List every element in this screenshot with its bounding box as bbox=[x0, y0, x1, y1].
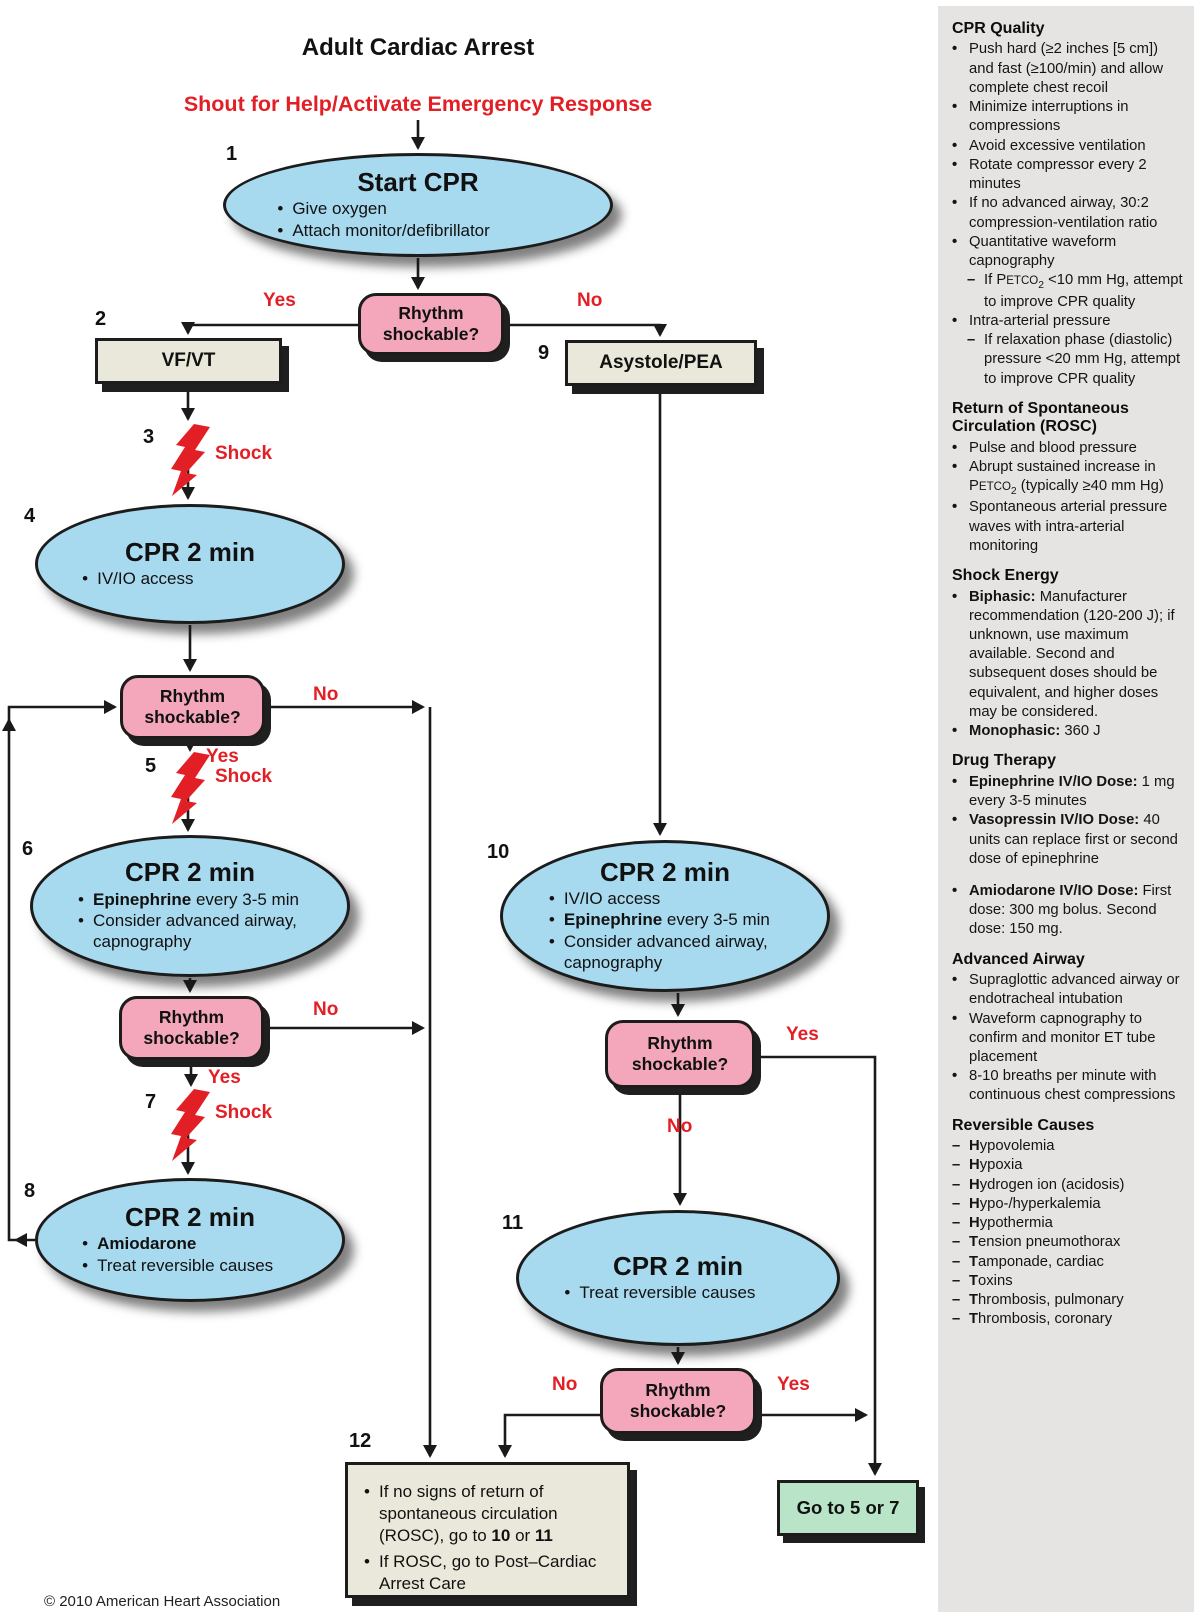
sidebar-item bbox=[952, 458, 1184, 499]
sidebar-item-text: Hydrogen ion (acidosis) bbox=[969, 1176, 1125, 1193]
sidebar-item bbox=[952, 1176, 1184, 1195]
sidebar-item bbox=[952, 1156, 1184, 1175]
node-title: CPR 2 min bbox=[124, 1201, 256, 1232]
sidebar-item bbox=[952, 1010, 1184, 1068]
bullet-marker: • bbox=[952, 773, 958, 790]
node-title: CPR 2 min bbox=[124, 536, 256, 567]
step-number-12: 12 bbox=[349, 1430, 372, 1452]
shock-label: Shock bbox=[215, 1102, 273, 1123]
bullet-marker: – bbox=[952, 1195, 961, 1212]
goto-5-or-7-box: Go to 5 or 7 bbox=[777, 1480, 919, 1536]
sidebar-item bbox=[952, 137, 1184, 156]
bullet-item: • Epinephrine every 3-5 min bbox=[76, 889, 304, 910]
sidebar-item-text: Vasopressin IV/IO Dose: 40 units can replace first or second dose of epinephrine bbox=[969, 812, 1178, 867]
page-title: Adult Cardiac Arrest bbox=[301, 34, 535, 61]
sidebar-item-text: Hypovolemia bbox=[969, 1138, 1055, 1155]
decision-rhythm-shockable-1 bbox=[358, 293, 504, 355]
sidebar-item-text: Tamponade, cardiac bbox=[969, 1253, 1104, 1270]
decision-label: Rhythm shockable? bbox=[382, 303, 480, 344]
sidebar-item-text: Intra-arterial pressure bbox=[969, 312, 1111, 329]
bullet-item: • Treat reversible causes bbox=[80, 1255, 300, 1276]
sidebar-item bbox=[952, 98, 1184, 136]
sidebar-item bbox=[952, 971, 1184, 1009]
sidebar-item bbox=[952, 882, 1184, 940]
node-title: CPR 2 min bbox=[612, 1250, 744, 1281]
shock-bolt-icon bbox=[171, 424, 210, 496]
decision-rhythm-shockable-3 bbox=[119, 996, 264, 1060]
flow-node-cpr-4 bbox=[35, 504, 345, 624]
sidebar-item bbox=[952, 1253, 1184, 1272]
branch-label-no: No bbox=[552, 1374, 578, 1395]
emergency-response-banner: Shout for Help/Activate Emergency Response bbox=[183, 92, 653, 116]
sidebar-item-text: Monophasic: 360 J bbox=[969, 723, 1101, 740]
sidebar-section-heading: Reversible Causes bbox=[952, 1116, 1095, 1134]
sidebar-item-text: Push hard (≥2 inches [5 cm]) and fast (≥100/min) and allow complete chest recoil bbox=[969, 41, 1164, 96]
node-bullets bbox=[76, 889, 304, 953]
sidebar-item-text: Epinephrine IV/IO Dose: 1 mg every 3-5 minutes bbox=[969, 773, 1175, 810]
sidebar-section-heading: Shock Energy bbox=[952, 567, 1059, 585]
bullet-item: • Give oxygen bbox=[275, 198, 560, 219]
shock-label: Shock bbox=[215, 443, 273, 464]
decision-label: Rhythm shockable? bbox=[144, 686, 241, 727]
step-number-11: 11 bbox=[502, 1212, 524, 1234]
bullet-marker: • bbox=[952, 233, 958, 250]
flow-node-cpr-8 bbox=[35, 1178, 345, 1302]
decision-rhythm-shockable-4 bbox=[605, 1020, 755, 1088]
sidebar-item-text: Abrupt sustained increase in $PETCO_2$ (typically ≥40 mm Hg) bbox=[969, 458, 1164, 497]
step-number-3: 3 bbox=[143, 426, 155, 448]
sidebar-item bbox=[952, 156, 1184, 194]
decision-label: Rhythm shockable? bbox=[629, 1380, 727, 1421]
sidebar-item bbox=[952, 40, 1184, 98]
flow-node-asystole-pea: Asystole/PEA bbox=[565, 340, 757, 386]
sidebar-item bbox=[952, 1195, 1184, 1214]
sidebar-item-text: Hypoxia bbox=[969, 1157, 1023, 1174]
bullet-marker: • bbox=[952, 41, 958, 58]
sidebar-item bbox=[952, 439, 1184, 458]
sidebar-item bbox=[952, 312, 1184, 331]
step-number-5: 5 bbox=[145, 755, 157, 777]
bullet-marker: – bbox=[952, 1234, 961, 1251]
bullet-marker: – bbox=[952, 1176, 961, 1193]
sidebar-section bbox=[952, 567, 1184, 741]
bullet-marker: • bbox=[952, 458, 958, 475]
bullet-marker: • bbox=[952, 99, 958, 116]
bullet-item: • If ROSC, go to Post–Cardiac Arrest Care bbox=[362, 1551, 615, 1595]
branch-label-yes: Yes bbox=[208, 1067, 241, 1088]
decision-rhythm-shockable-2 bbox=[120, 675, 265, 739]
sidebar-item-text: If $PETCO_2 <10$ mm Hg, attempt to improve CPR quality bbox=[984, 272, 1183, 310]
shock-label: Shock bbox=[215, 766, 273, 787]
bullet-marker: • bbox=[952, 195, 958, 212]
bullet-item: • Treat reversible causes bbox=[562, 1282, 793, 1303]
bullet-marker: • bbox=[952, 882, 958, 899]
bullet-marker: – bbox=[967, 272, 976, 289]
sidebar-section-heading: Return of Spontaneous Circulation (ROSC) bbox=[952, 399, 1129, 436]
node-bullets bbox=[547, 888, 783, 974]
branch-label-yes: Yes bbox=[263, 290, 296, 311]
bullet-marker: • bbox=[952, 1010, 958, 1027]
bullet-marker: – bbox=[967, 332, 976, 349]
sidebar-item-text: Amiodarone IV/IO Dose: First dose: 300 mg bolus. Second dose: 150 mg. bbox=[969, 882, 1172, 938]
step-number-2: 2 bbox=[95, 308, 107, 330]
sidebar-section bbox=[952, 951, 1184, 1106]
bullet-item: • Consider advanced airway, capnography bbox=[76, 910, 304, 953]
sidebar-item bbox=[952, 233, 1184, 271]
flow-node-cpr-10 bbox=[500, 840, 830, 992]
sidebar-section bbox=[952, 400, 1184, 556]
sidebar-item-text: Tension pneumothorax bbox=[969, 1234, 1121, 1251]
bullet-marker: – bbox=[952, 1311, 961, 1328]
bullet-item: • IV/IO access bbox=[80, 568, 300, 589]
bullet-item: • Attach monitor/defibrillator bbox=[275, 220, 560, 241]
bullet-item: • IV/IO access bbox=[547, 888, 783, 909]
sidebar-item-text: Thrombosis, coronary bbox=[969, 1311, 1113, 1328]
bullet-marker: • bbox=[952, 137, 958, 154]
shock-bolt-icon bbox=[171, 752, 210, 824]
bullet-marker: – bbox=[952, 1215, 961, 1232]
step-number-8: 8 bbox=[24, 1180, 36, 1202]
sidebar-item bbox=[967, 271, 1184, 312]
sidebar-item-text: If relaxation phase (diastolic) pressure <20 mm Hg, attempt to improve CPR quality bbox=[984, 332, 1181, 387]
sidebar-item bbox=[952, 1291, 1184, 1310]
sidebar-item bbox=[952, 1310, 1184, 1329]
bullet-item: • Amiodarone bbox=[80, 1233, 300, 1254]
bullet-marker: • bbox=[952, 972, 958, 989]
branch-label-no: No bbox=[313, 999, 339, 1020]
flow-node-rosc-instructions bbox=[345, 1462, 630, 1598]
flow-node-cpr-6 bbox=[30, 835, 350, 977]
sidebar-item-text: Spontaneous arterial pressure waves with intra-arterial monitoring bbox=[969, 499, 1168, 554]
sidebar-item bbox=[952, 498, 1184, 556]
sidebar-item-text: Thrombosis, pulmonary bbox=[969, 1291, 1124, 1308]
shock-bolt-icon bbox=[171, 1089, 210, 1161]
decision-label: Rhythm shockable? bbox=[631, 1033, 729, 1074]
bullet-marker: • bbox=[952, 812, 958, 829]
loop-arrowheads bbox=[2, 718, 27, 1247]
step-number-7: 7 bbox=[145, 1091, 157, 1113]
step-number-10: 10 bbox=[487, 841, 510, 863]
sidebar-item-text: Avoid excessive ventilation bbox=[969, 137, 1146, 154]
bullet-marker: – bbox=[952, 1138, 961, 1155]
branch-label-yes: Yes bbox=[777, 1374, 810, 1395]
sidebar-section bbox=[952, 1117, 1184, 1330]
step-number-4: 4 bbox=[24, 505, 36, 527]
flow-node-cpr-11 bbox=[516, 1210, 840, 1346]
sidebar-item-text: Biphasic: Manufacturer recommendation (120-200 J); if unknown, use maximum available. Second and subsequent doses should be equivalent, and higher doses may be considered. bbox=[969, 588, 1175, 720]
sidebar-item-text: Hypo-/hyperkalemia bbox=[969, 1195, 1101, 1212]
sidebar-item bbox=[952, 722, 1184, 741]
node-bullets bbox=[80, 568, 300, 589]
step-number-1: 1 bbox=[226, 143, 238, 165]
sidebar-item-text: Quantitative waveform capnography bbox=[969, 233, 1117, 269]
branch-label-no: No bbox=[577, 290, 603, 311]
sidebar-item bbox=[952, 811, 1184, 869]
sidebar-item-text: Waveform capnography to confirm and monitor ET tube placement bbox=[969, 1010, 1156, 1065]
sidebar-item bbox=[952, 1272, 1184, 1291]
node-bullets bbox=[562, 1282, 793, 1303]
sidebar-item bbox=[952, 588, 1184, 723]
node-title: Start CPR bbox=[357, 166, 479, 197]
step-number-6: 6 bbox=[22, 838, 34, 860]
sidebar-item bbox=[952, 194, 1184, 232]
bullet-marker: – bbox=[952, 1253, 961, 1270]
bullet-marker: – bbox=[952, 1272, 961, 1289]
sidebar-item bbox=[952, 1214, 1184, 1233]
branch-label-no: No bbox=[313, 684, 339, 705]
sidebar-item-text: Pulse and blood pressure bbox=[969, 439, 1137, 456]
decision-label: Rhythm shockable? bbox=[143, 1007, 240, 1048]
bullet-marker: – bbox=[952, 1291, 961, 1308]
reference-sidebar bbox=[938, 6, 1194, 1612]
bullet-marker: • bbox=[952, 723, 958, 740]
sidebar-item-text: Hypothermia bbox=[969, 1215, 1053, 1232]
node-bullets bbox=[275, 198, 560, 241]
sidebar-section-heading: Drug Therapy bbox=[952, 752, 1057, 770]
sidebar-item bbox=[967, 331, 1184, 389]
bullet-item: • If no signs of return of spontaneous circulation (ROSC), go to 10 or 11 bbox=[362, 1481, 615, 1547]
flow-node-start-cpr bbox=[223, 153, 613, 257]
sidebar-item bbox=[952, 773, 1184, 811]
bullet-marker: • bbox=[952, 499, 958, 516]
bullet-marker: • bbox=[952, 588, 958, 605]
bullet-item: • Epinephrine every 3-5 min bbox=[547, 909, 783, 930]
sidebar-item-text: Toxins bbox=[969, 1272, 1013, 1289]
sidebar-item bbox=[952, 1067, 1184, 1105]
decision-rhythm-shockable-5 bbox=[600, 1368, 756, 1434]
sidebar-section bbox=[952, 752, 1184, 939]
node-title: CPR 2 min bbox=[599, 856, 731, 887]
sidebar-item bbox=[952, 1137, 1184, 1156]
sidebar-item-text: If no advanced airway, 30:2 compression-ventilation ratio bbox=[969, 195, 1158, 231]
bullet-marker: – bbox=[952, 1157, 961, 1174]
sidebar-item-text: 8-10 breaths per minute with continuous chest compressions bbox=[969, 1068, 1176, 1104]
sidebar-item-text: Minimize interruptions in compressions bbox=[969, 99, 1129, 135]
sidebar-item-text: Supraglottic advanced airway or endotracheal intubation bbox=[969, 972, 1180, 1008]
flow-node-vf-vt: VF/VT bbox=[95, 338, 282, 384]
branch-label-yes: Yes bbox=[786, 1024, 819, 1045]
bullet-marker: • bbox=[952, 1068, 958, 1085]
node-bullets bbox=[80, 1233, 300, 1276]
branch-label-yes: Yes bbox=[206, 746, 239, 767]
bullet-item: • Consider advanced airway, capnography bbox=[547, 931, 783, 974]
sidebar-item bbox=[952, 1233, 1184, 1252]
node-bullets bbox=[362, 1481, 615, 1595]
bullet-marker: • bbox=[952, 439, 958, 456]
sidebar-section bbox=[952, 20, 1184, 389]
node-title: CPR 2 min bbox=[124, 857, 256, 888]
branch-label-no: No bbox=[667, 1116, 693, 1137]
step-number-9: 9 bbox=[538, 342, 550, 364]
copyright-notice: © 2010 American Heart Association bbox=[44, 1593, 281, 1610]
sidebar-section-heading: CPR Quality bbox=[952, 20, 1045, 37]
sidebar-item-text: Rotate compressor every 2 minutes bbox=[969, 156, 1147, 193]
bullet-marker: • bbox=[952, 156, 958, 173]
bullet-marker: • bbox=[952, 312, 958, 329]
sidebar-section-heading: Advanced Airway bbox=[952, 950, 1085, 968]
